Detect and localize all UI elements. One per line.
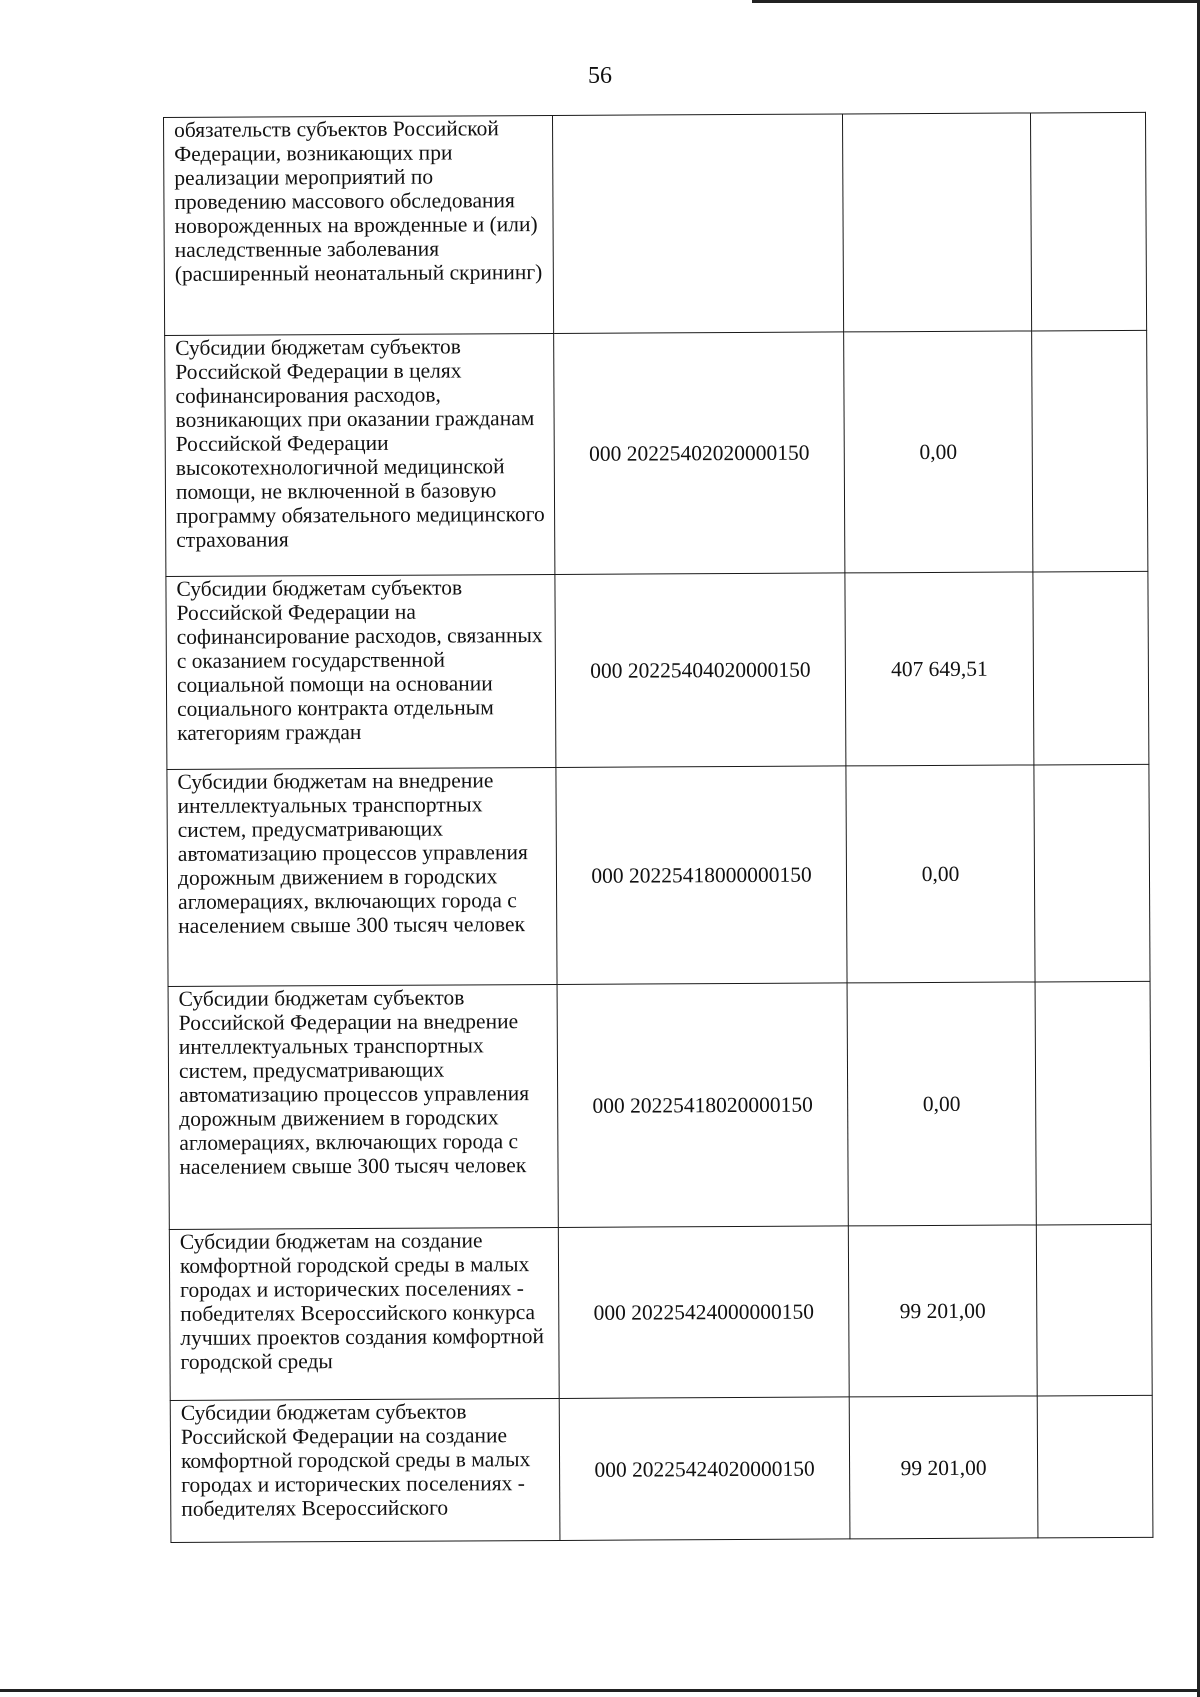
row-extra-cell	[1033, 571, 1149, 765]
table-row	[164, 112, 1147, 335]
scan-edge-top	[752, 0, 1200, 3]
row-name-cell: Субсидии бюджетам на создание комфортной городской среды в малых городах и исторических поселениях - победителях Всероссийского конкурса лучших проектов создания комфортной городской среды	[169, 1227, 559, 1400]
row-amount-cell: 0,00	[847, 982, 1036, 1226]
row-code-cell: 000 20225418000000150	[556, 766, 847, 985]
row-code-cell: 000 20225424020000150	[559, 1397, 850, 1541]
row-code-cell	[552, 114, 843, 334]
row-extra-cell	[1035, 981, 1151, 1225]
table-row	[167, 764, 1150, 986]
row-amount-cell	[842, 113, 1031, 332]
row-amount-cell: 0,00	[844, 331, 1033, 573]
row-code-cell: 000 20225402020000150	[554, 332, 845, 575]
row-extra-cell	[1030, 112, 1146, 331]
row-extra-cell	[1036, 1224, 1152, 1396]
row-code-cell: 000 20225418020000150	[557, 983, 848, 1228]
budget-table	[163, 112, 1153, 1543]
table-row	[168, 981, 1151, 1229]
row-name-cell: Субсидии бюджетам субъектов Российской Федерации в целях софинансирования расходов, возникающих при оказании гражданам Российской Федерации высокотехнологичной медицинской помощи, не включенной в базовую программу обязательного медицинского страхования	[165, 333, 555, 576]
table-row	[169, 1224, 1152, 1400]
row-extra-cell	[1034, 764, 1150, 982]
row-amount-cell: 0,00	[846, 765, 1035, 983]
row-code-cell: 000 20225404020000150	[555, 573, 846, 768]
row-amount-cell: 407 649,51	[845, 572, 1034, 766]
table-row	[165, 330, 1148, 576]
row-name-cell: Субсидии бюджетам субъектов Российской Федерации на создание комфортной городской среды в малых городах и исторических поселениях - победителях Всероссийского	[170, 1398, 560, 1542]
budget-table-wrapper	[163, 112, 1152, 1547]
row-name-cell: обязательств субъектов Российской Федерации, возникающих при реализации мероприятий по проведению массового обследования новорожденных на врожденные и (или) наследственные заболевания (расширенный неонатальный скрининг)	[164, 115, 554, 335]
page-number: 56	[588, 63, 612, 89]
row-name-cell: Субсидии бюджетам субъектов Российской Федерации на внедрение интеллектуальных транспортных систем, предусматривающих автоматизацию процессов управления дорожным движением в городских агломерациях, включающих города с населением свыше 300 тысяч человек	[168, 984, 558, 1229]
row-name-cell: Субсидии бюджетам на внедрение интеллектуальных транспортных систем, предусматривающих автоматизацию процессов управления дорожным движением в городских агломерациях, включающих города с населением свыше 300 тысяч человек	[167, 767, 557, 986]
row-code-cell: 000 20225424000000150	[558, 1226, 849, 1399]
row-amount-cell: 99 201,00	[848, 1225, 1037, 1397]
row-extra-cell	[1037, 1395, 1153, 1538]
row-name-cell: Субсидии бюджетам субъектов Российской Федерации на софинансирование расходов, связанных с оказанием государственной социальной помощи на основании социального контракта отдельным категориям граждан	[166, 574, 556, 769]
table-row	[166, 571, 1149, 769]
row-extra-cell	[1032, 330, 1148, 572]
table-row	[170, 1395, 1153, 1542]
scan-edge-bottom	[0, 1689, 1200, 1692]
row-amount-cell: 99 201,00	[849, 1396, 1038, 1539]
